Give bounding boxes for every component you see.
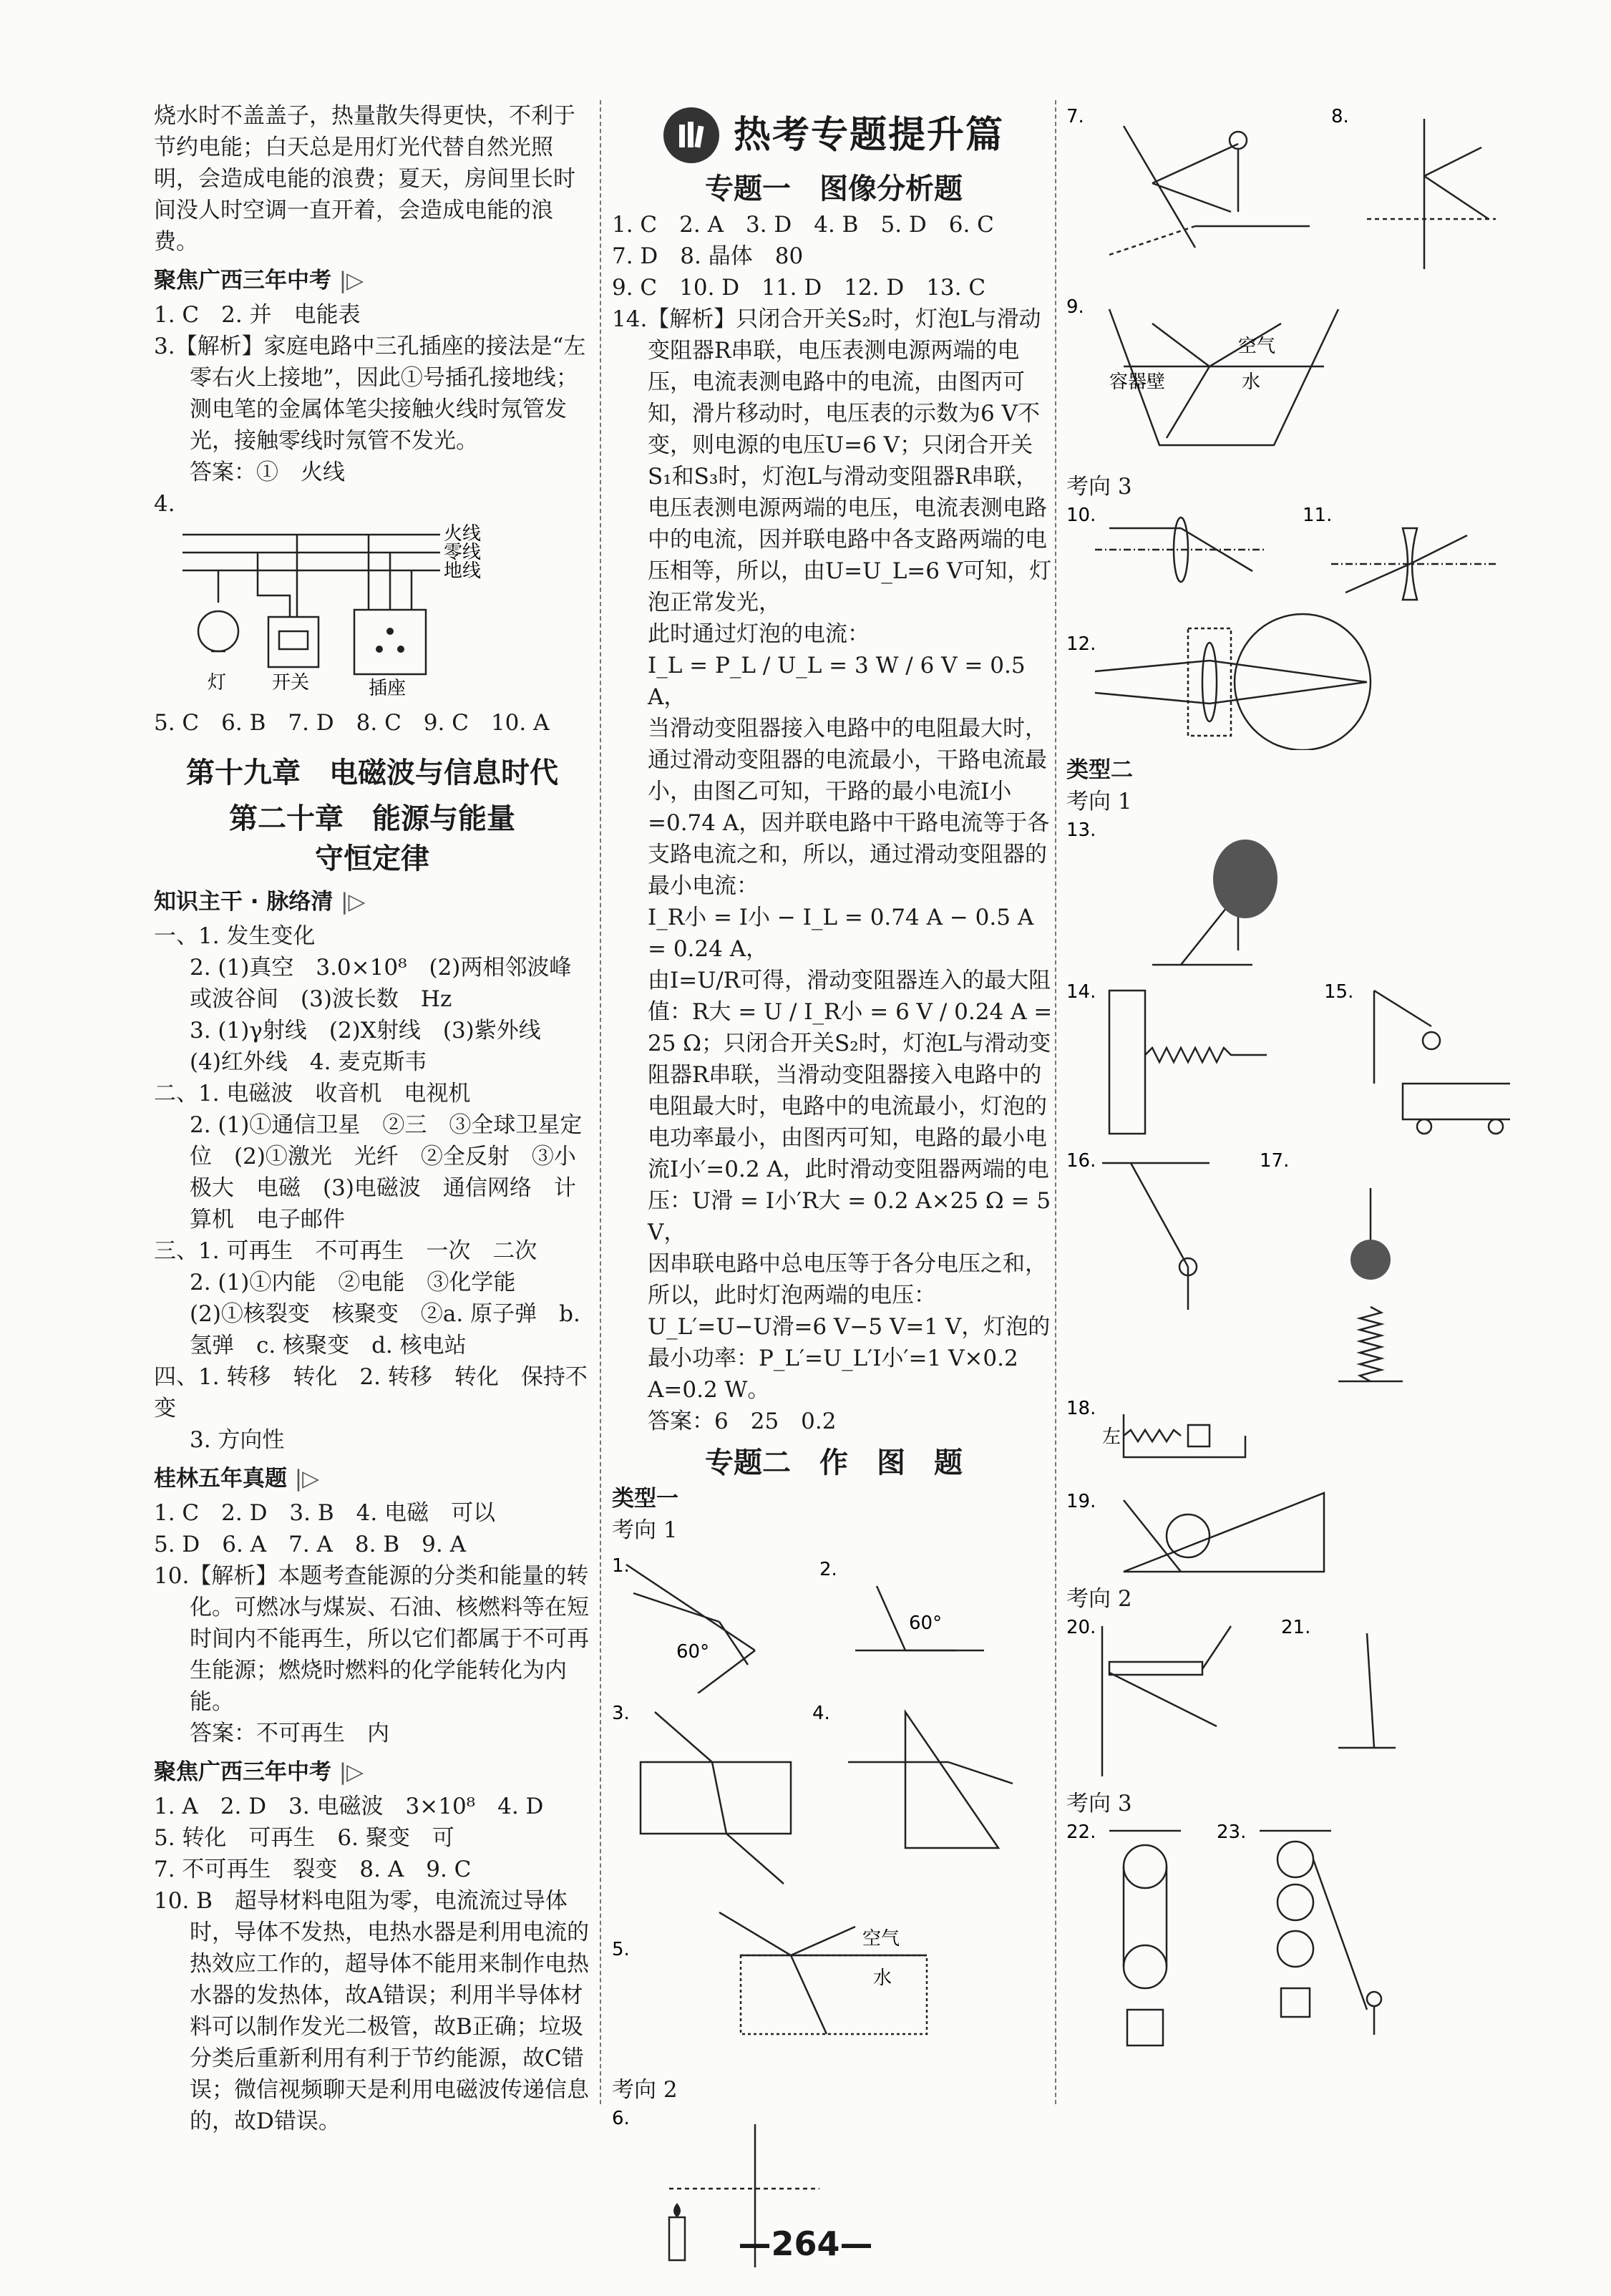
answer-paragraph: 10.【解析】本题考查能源的分类和能量的转化。可燃冰与煤炭、石油、核燃料等在短时间内不能再生，所以它们都属于不可再生能源；燃烧时燃料的化学能转化为内能。 <box>154 1563 589 1715</box>
label-ground: 地线 <box>444 560 482 582</box>
svg-text:2.: 2. <box>819 1559 837 1580</box>
section-heading: 聚焦广西三年中考 |▷ <box>154 268 364 293</box>
knowledge-line: (2)①核裂变 核聚变 ②a. 原子弹 b. 氢弹 c. 核聚变 d. 核电站 <box>190 1301 580 1358</box>
intro-paragraph: 烧水时不盖盖子，热量散失得更快，不利于节约电能；白天总是用灯光代替自然光照明，会造成电能的浪费；夏天，房间里长时间没人时空调一直开着，会造成电能的浪费。 <box>154 103 575 255</box>
svg-text:60°: 60° <box>909 1612 943 1634</box>
page-number: —264— <box>738 2224 873 2263</box>
svg-text:19.: 19. <box>1066 1491 1096 1512</box>
knowledge-line: 一、1. 发生变化 <box>154 923 316 949</box>
answer-paragraph: 由I=U/R可得，滑动变阻器连入的最大阻值：R大 = U / I_R小 = 6 V / 0.24 A = 25 Ω；只闭合开关S₂时，灯泡L与滑动变阻器R串联，当滑动变阻器接入电路中的电阻最大时，电路中的电流最小，灯泡的电功率最小，由图丙可知，电路的最小电流I小′=0.2 A，此时滑动变阻器两端的电压：U滑 = I小′R大 = 0.2 A×25 Ω = 5 V， <box>648 968 1053 1245</box>
chapter-title-20: 第二十章 能源与能量 <box>229 802 515 835</box>
answer-paragraph: 10. B 超导材料电阻为零，电流流过导体时，导体不发热，电热水器是利用电流的热效应工作的，超导体不能用来制作电热水器的发热体，故A错误；利用半导体材料可以制作发光二极管，故B正确；垃圾分类后重新利用有利于节约能源，故C错误；微信视频聊天是利用电磁波传递信息的，故D错误。 <box>154 1888 589 2134</box>
knowledge-line: 二、1. 电磁波 收音机 电视机 <box>154 1081 471 1106</box>
knowledge-line: 2. (1)真空 3.0×10⁸ (2)两相邻波峰或波谷间 (3)波长数 Hz <box>190 955 572 1012</box>
knowledge-line: 2. (1)①内能 ②电能 ③化学能 <box>190 1270 516 1295</box>
knowledge-line: 3. 方向性 <box>190 1427 285 1453</box>
knowledge-line: 2. (1)①通信卫星 ②三 ③全球卫星定位 (2)①激光 光纤 ②全反射 ③小 极大 电磁 (3)电磁波 通信网络 计算机 电子邮件 <box>190 1112 598 1232</box>
answer-paragraph: 当滑动变阻器接入电路中的电阻最大时，通过滑动变阻器的电流最小，干路电流最小，由图乙可知，干路的最小电流I小=0.74 A，因并联电路中干路电流等于各支路电流之和，所以，通过滑动变阻器的最小电流： <box>648 716 1050 899</box>
answer-line: 答案：不可再生 内 <box>190 1721 389 1746</box>
section-heading: 知识主干 · 脉络清 |▷ <box>154 889 366 915</box>
direction-heading: 考向 3 <box>1066 1791 1132 1816</box>
equation: I_R小 = I小 − I_L = 0.74 A − 0.5 A = 0.24 A， <box>648 905 1034 962</box>
svg-text:6.: 6. <box>612 2110 630 2129</box>
svg-text:容器壁: 容器壁 <box>1109 371 1166 393</box>
label-live: 火线 <box>444 524 482 545</box>
force-diagrams-16-17 <box>1066 1152 1510 1396</box>
svg-text:空气: 空气 <box>862 1928 900 1950</box>
answer-line: 7. 不可再生 裂变 8. A 9. C <box>154 1857 472 1882</box>
svg-text:16.: 16. <box>1066 1152 1096 1172</box>
svg-text:空气: 空气 <box>1238 336 1276 357</box>
question-number: 4. <box>154 491 175 517</box>
optics-diagrams-1-2 <box>612 1550 1041 1693</box>
direction-heading: 考向 1 <box>612 1517 678 1543</box>
answer-paragraph: 因串联电路中总电压等于各分电压之和，所以，此时灯泡两端的电压：U_L′=U−U滑=6 V−5 V=1 V，灯泡的最小功率：P_L′=U_L′I小′=1 V×0.2 A=0.2 W。 <box>648 1251 1051 1403</box>
household-circuit-diagram <box>154 524 555 703</box>
column-right <box>1066 100 1510 2064</box>
knowledge-line: 三、1. 可再生 不可再生 一次 二次 <box>154 1238 537 1264</box>
answer-line: 5. D 6. A 7. A 8. B 9. A <box>154 1532 466 1557</box>
svg-text:22.: 22. <box>1066 1824 1096 1843</box>
svg-text:18.: 18. <box>1066 1400 1096 1419</box>
column-left <box>154 100 598 2137</box>
answer-line: 1. A 2. D 3. 电磁波 3×10⁸ 4. D <box>154 1794 544 1819</box>
answer-line: 5. 转化 可再生 6. 聚变 可 <box>154 1825 454 1851</box>
label-neutral: 零线 <box>444 542 482 563</box>
svg-text:60°: 60° <box>676 1641 710 1663</box>
direction-heading: 考向 1 <box>1066 789 1132 814</box>
type-heading: 类型一 <box>612 1486 678 1512</box>
knowledge-line: 3. (1)γ射线 (2)X射线 (3)紫外线 (4)红外线 4. 麦克斯韦 <box>190 1018 563 1075</box>
reflection-diagrams-7-8 <box>1066 104 1510 291</box>
refraction-diagram-9 <box>1066 295 1510 467</box>
pulley-diagrams-22-23 <box>1066 1824 1510 2060</box>
answer-line: 答案：6 25 0.2 <box>648 1409 837 1434</box>
direction-heading: 考向 2 <box>1066 1586 1132 1612</box>
part-title-text: 热考专题提升篇 <box>733 114 1004 157</box>
lens-diagrams-10-11-12 <box>1066 507 1510 750</box>
section-heading: 桂林五年真题 |▷ <box>154 1466 320 1492</box>
answer-paragraph: 3.【解析】家庭电路中三孔插座的接法是“左零右火上接地”，因此①号插孔接地线；测电笔的金属体笔尖接触火线时氖管发光，接触零线时氖管不发光。 <box>154 334 586 454</box>
optics-diagrams-3-4-5 <box>612 1698 1041 2070</box>
answer-line: 此时通过灯泡的电流： <box>648 621 870 647</box>
label-switch: 开关 <box>272 672 310 694</box>
answer-line: 5. C 6. B 7. D 8. C 9. C 10. A <box>154 710 550 736</box>
svg-text:13.: 13. <box>1066 822 1096 841</box>
svg-text:10.: 10. <box>1066 507 1096 526</box>
books-icon <box>663 107 719 163</box>
chapter-title-20-cont: 守恒定律 <box>315 842 429 875</box>
topic-title-1: 专题一 图像分析题 <box>705 172 963 205</box>
force-diagram-13 <box>1066 822 1510 979</box>
svg-text:4.: 4. <box>812 1703 830 1724</box>
answer-paragraph: 14.【解析】只闭合开关S₂时，灯泡L与滑动变阻器R串联，电压表测电源两端的电压，电流表测电路中的电流，由图丙可知，滑片移动时，电压表的示数为6 V不变，则电源的电压U=6 V；只闭合开关S₁和S₃时，灯泡L与滑动变阻器R串联，电压表测电源两端的电压，电流表测电路中的电流，因并联电路中各支路两端的电压相等，所以，由U=U_L=6 V可知，灯泡正常发光， <box>612 306 1052 616</box>
svg-text:3.: 3. <box>612 1703 630 1724</box>
answer-line: 1. C 2. D 3. B 4. 电磁 可以 <box>154 1500 496 1526</box>
svg-text:左: 左 <box>1102 1426 1121 1448</box>
force-diagrams-14-15 <box>1066 983 1510 1148</box>
svg-text:17.: 17. <box>1260 1152 1290 1172</box>
svg-text:20.: 20. <box>1066 1619 1096 1638</box>
column-divider-1 <box>600 100 601 2104</box>
chapter-title-19: 第十九章 电磁波与信息时代 <box>186 757 558 789</box>
answer-line: 1. C 2. A 3. D 4. B 5. D 6. C <box>612 212 994 238</box>
direction-heading: 考向 2 <box>612 2077 678 2103</box>
answer-line: 1. C 2. 并 电能表 <box>154 302 361 328</box>
svg-text:1.: 1. <box>612 1555 630 1577</box>
knowledge-line: 四、1. 转移 转化 2. 转移 转化 保持不变 <box>154 1364 588 1421</box>
svg-text:14.: 14. <box>1066 983 1096 1003</box>
direction-heading: 考向 3 <box>1066 474 1132 500</box>
svg-text:11.: 11. <box>1303 507 1333 526</box>
svg-text:9.: 9. <box>1066 296 1084 318</box>
column-middle <box>612 100 1056 2279</box>
svg-text:12.: 12. <box>1066 633 1096 655</box>
lever-diagrams-20-21 <box>1066 1619 1510 1784</box>
svg-text:水: 水 <box>873 1967 892 1989</box>
answer-line: 答案：① 火线 <box>190 459 345 485</box>
type-heading: 类型二 <box>1066 757 1133 783</box>
svg-text:15.: 15. <box>1324 983 1354 1003</box>
answer-line: 7. D 8. 晶体 80 <box>612 243 804 269</box>
section-heading: 聚焦广西三年中考 |▷ <box>154 1759 364 1785</box>
label-socket: 插座 <box>369 678 407 699</box>
svg-text:8.: 8. <box>1331 106 1349 127</box>
svg-text:5.: 5. <box>612 1939 630 1960</box>
force-diagrams-18-19 <box>1066 1400 1510 1579</box>
topic-title-2: 专题二 作 图 题 <box>705 1446 963 1479</box>
svg-text:23.: 23. <box>1217 1824 1247 1843</box>
svg-text:水: 水 <box>1242 371 1261 393</box>
svg-text:7.: 7. <box>1066 106 1084 127</box>
svg-text:21.: 21. <box>1281 1619 1311 1638</box>
label-lamp: 灯 <box>208 672 227 694</box>
equation: I_L = P_L / U_L = 3 W / 6 V = 0.5 A， <box>648 653 1026 710</box>
answer-line: 9. C 10. D 11. D 12. D 13. C <box>612 275 986 301</box>
part-title <box>612 107 1056 163</box>
